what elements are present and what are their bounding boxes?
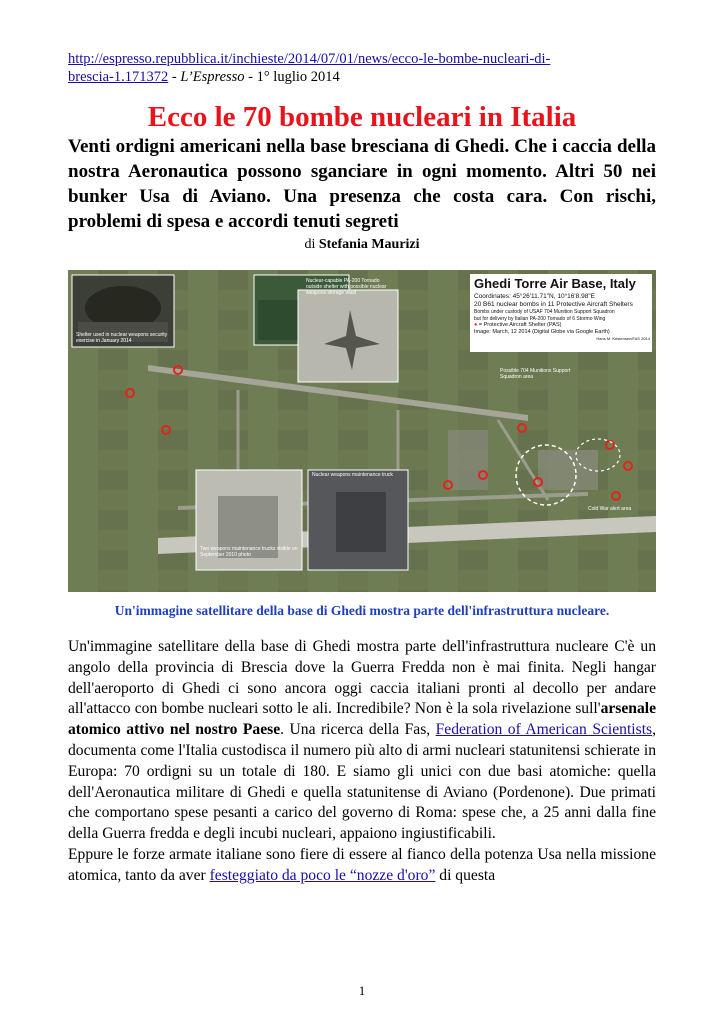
- figure-label-704: Possible 704 Munitions Support Squadron area: [500, 368, 571, 380]
- paragraph-2-text-b: di questa: [435, 866, 496, 884]
- byline-prefix: di: [304, 237, 319, 252]
- paragraph-1-text-b: . Una ricerca della Fas,: [280, 721, 436, 739]
- paragraph-2-text-a: Eppure le forze armate italiane sono fiere di essere al fianco della potenza Usa nella missione atomica, tanto da aver: [68, 845, 656, 884]
- figure-credit: Hans M. Kristensen/FAS 2014: [596, 336, 650, 341]
- figure-label-trucks-2010: Two weapons maintenance trucks visible on September 2010 photo: [200, 546, 298, 558]
- page-number: 1: [358, 983, 366, 998]
- paragraph-1: [68, 637, 656, 845]
- article-body: [68, 637, 656, 887]
- paragraph-1-bold: arsenale atomico attivo nel nostro Paese: [68, 700, 656, 739]
- nozze-doro-link[interactable]: festeggiato da poco le “nozze d'oro”: [209, 866, 436, 884]
- figure-label-coldwar: Cold War alert area: [588, 506, 632, 512]
- figure-legend: [474, 322, 650, 329]
- figure-info-title: Ghedi Torre Air Base, Italy: [474, 276, 636, 291]
- fas-link[interactable]: Federation of American Scientists: [435, 721, 653, 739]
- figure-image-info: Image: March, 12 2014 (Digital Globe via Google Earth): [474, 329, 610, 335]
- paragraph-2: [68, 845, 656, 887]
- source-publication: L’Espresso: [180, 69, 245, 85]
- figure-label-shelter: Shelter used in nuclear weapons security exercise in January 2014: [76, 332, 168, 344]
- source-url-part2: brescia-1.171372: [68, 69, 169, 85]
- byline-author: Stefania Maurizi: [318, 237, 420, 252]
- article-title: Ecco le 70 bombe nucleari in Italia: [147, 101, 577, 133]
- figure-info-box: [474, 276, 650, 341]
- figure-label-truck: Nuclear weapons maintenance truck: [312, 472, 393, 478]
- figure-custody-1: Bombs under custody of USAF 704 Munition Support Squadron: [474, 309, 615, 315]
- paragraph-1-text-a: Un'immagine satellitare della base di Ghedi mostra parte dell'infrastruttura nucleare C'è un angolo della provincia di Brescia dove la Guerra Fredda non è mai finita. Negli hangar dell'aeroporto di Ghedi ci sono ancora oggi caccia italiani pronti al decollo per andare all'attacco con bombe nucleari sotto le ali. Incredibile? Non è la sola rivelazione sull': [68, 638, 656, 718]
- document-page: [68, 50, 656, 887]
- figure-bombs-count: 20 B61 nuclear bombs in 11 Protective Aircraft Shelters: [474, 301, 633, 308]
- byline: [68, 236, 656, 254]
- figure-caption: Un'immagine satellitare della base di Ghedi mostra parte dell'infrastruttura nucleare.: [114, 603, 610, 618]
- figure-label-tornado: Nuclear-capable PA-200 Tornado outside shelter with possible nuclear weapons storage vault: [306, 278, 387, 296]
- article-subtitle: Venti ordigni americani nella base bresciana di Ghedi. Che i caccia della nostra Aeronautica possono sganciare in ogni momento. Altri 50 nei bunker Usa di Aviano. Una presenza che costa cara. Con rischi, problemi di spesa e accordi tenuti segreti: [68, 136, 656, 232]
- legend-shelter-marker: ●: [474, 322, 478, 328]
- source-date: - 1° luglio 2014: [244, 69, 340, 85]
- figure-coordinates: Coordinates: 45°26'11.71"N, 10°16'8.98"E: [474, 293, 595, 300]
- satellite-image: [68, 270, 656, 592]
- source-separator: -: [168, 69, 181, 85]
- figure-custody-2: but for delivery by Italian PA-200 Tornado of 6 Stormo Wing: [474, 315, 606, 322]
- source-line: [68, 50, 656, 86]
- figure-legend-text: = Protective Aircraft Shelter (PAS): [478, 322, 562, 328]
- source-url-part1: http://espresso.repubblica.it/inchieste/2014/07/01/news/ecco-le-bombe-nucleari-di-: [68, 51, 551, 67]
- paragraph-1-text-c: , documenta come l'Italia custodisca il numero più alto di armi nucleari statunitensi schierate in Europa: 70 ordigni su un totale di 180. E siamo gli unici con due basi atomiche: quella dell'Aeronautica militare di Ghedi e quella statunitense di Aviano (Pordenone). Due primati che comportano spese pesanti a carico del governo di Roma: spese che, a 25 anni dalla fine della Guerra fredda e degli incubi nucleari, appaiono ingiustificabili.: [68, 721, 657, 843]
